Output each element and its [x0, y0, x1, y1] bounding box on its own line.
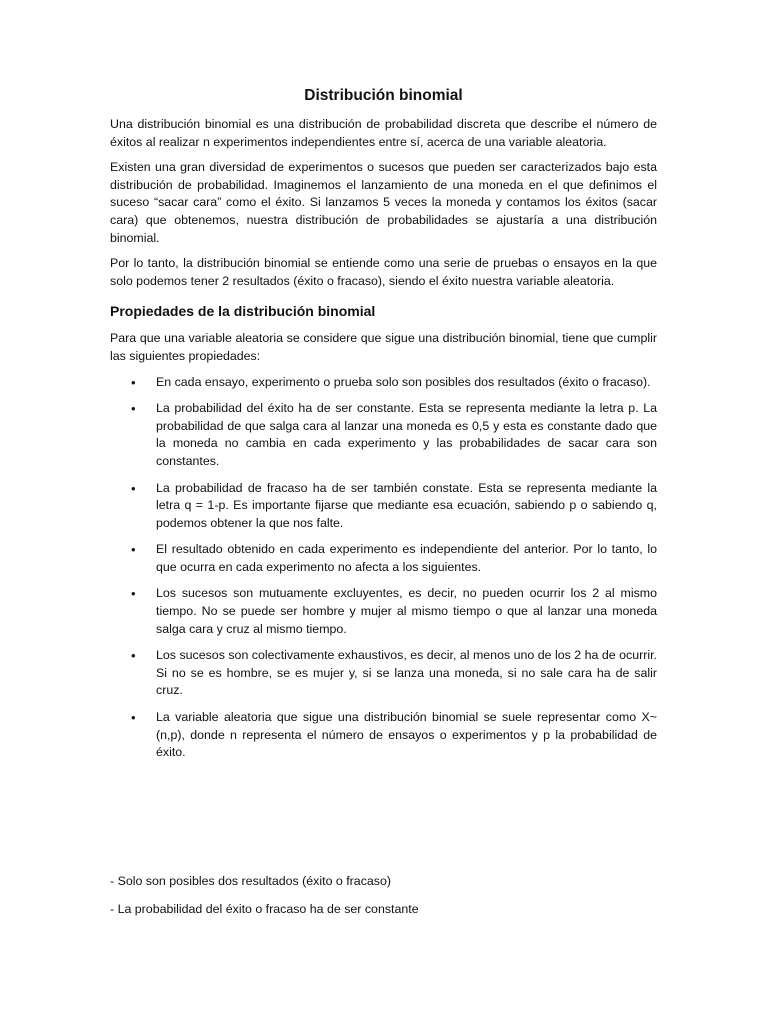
bullet-icon: •: [131, 648, 136, 664]
properties-list: [110, 374, 657, 762]
list-item-text: La variable aleatoria que sigue una distribución binomial se suele representar como X~(n,p), donde n representa el número de ensayos o experimentos y p la probabilidad de éxito.: [156, 710, 657, 760]
bullet-icon: •: [131, 401, 136, 417]
list-item: [110, 374, 657, 392]
paragraph-definition: Una distribución binomial es una distribución de probabilidad discreta que describe el número de éxitos al realizar n experimentos independientes entre sí, acerca de una variable aleatoria.: [110, 117, 657, 149]
list-item-text: Los sucesos son colectivamente exhaustivos, es decir, al menos uno de los 2 ha de ocurrir. Si no se es hombre, se es mujer y, si se lanza una moneda, si no sale cara ha de salir cruz.: [156, 648, 657, 698]
summary-notes: [110, 873, 657, 928]
list-item: [110, 647, 657, 700]
list-item: [110, 709, 657, 762]
bullet-icon: •: [131, 542, 136, 558]
list-item: [110, 400, 657, 470]
list-item: [110, 480, 657, 533]
list-item-text: El resultado obtenido en cada experimento es independiente del anterior. Por lo tanto, lo que ocurra en cada experimento no afecta a los siguientes.: [156, 542, 657, 574]
paragraph-conclusion: Por lo tanto, la distribución binomial se entiende como una serie de pruebas o ensayos en la que solo podemos tener 2 resultados (éxito o fracaso), siendo el éxito nuestra variable aleatoria.: [110, 256, 657, 288]
list-item: [110, 585, 657, 638]
list-item-text: En cada ensayo, experimento o prueba solo son posibles dos resultados (éxito o fracaso).: [156, 374, 651, 389]
paragraph-intro: Para que una variable aleatoria se considere que sigue una distribución binomial, tiene que cumplir las siguientes propiedades:: [110, 331, 657, 363]
section-heading: Propiedades de la distribución binomial: [110, 303, 376, 320]
document-title: Distribución binomial: [304, 87, 463, 104]
document-body: [110, 86, 657, 771]
bullet-icon: •: [131, 586, 136, 602]
list-item-text: La probabilidad del éxito ha de ser constante. Esta se representa mediante la letra p. La probabilidad de que salga cara al lanzar una moneda es 0,5 y esta es constante dado que la moneda no cambia en cada experimento y las probabilidades de sacar cara son constantes.: [156, 401, 657, 468]
summary-line: - Solo son posibles dos resultados (éxito o fracaso): [110, 874, 391, 888]
bullet-icon: •: [131, 710, 136, 726]
list-item-text: Los sucesos son mutuamente excluyentes, es decir, no pueden ocurrir los 2 al mismo tiempo. No se puede ser hombre y mujer al mismo tiempo o que al lanzar una moneda salga cara y cruz al mismo tiempo.: [156, 586, 657, 636]
bullet-icon: •: [131, 374, 136, 390]
list-item: [110, 541, 657, 576]
list-item-text: La probabilidad de fracaso ha de ser también constate. Esta se representa mediante la letra q = 1-p. Es importante fijarse que mediante esa ecuación, sabiendo p o sabiendo q, podemos obtener la que nos falte.: [156, 480, 657, 530]
paragraph-example: Existen una gran diversidad de experimentos o sucesos que pueden ser caracterizados bajo esta distribución de probabilidad. Imaginemos el lanzamiento de una moneda en el que definimos el suceso “sacar cara” como el éxito. Si lanzamos 5 veces la moneda y contamos los éxitos (sacar cara) que obtenemos, nuestra distribución de probabilidades se ajustaría a una distribución binomial.: [110, 160, 657, 245]
summary-line: - La probabilidad del éxito o fracaso ha de ser constante: [110, 901, 419, 916]
bullet-icon: •: [131, 480, 136, 496]
